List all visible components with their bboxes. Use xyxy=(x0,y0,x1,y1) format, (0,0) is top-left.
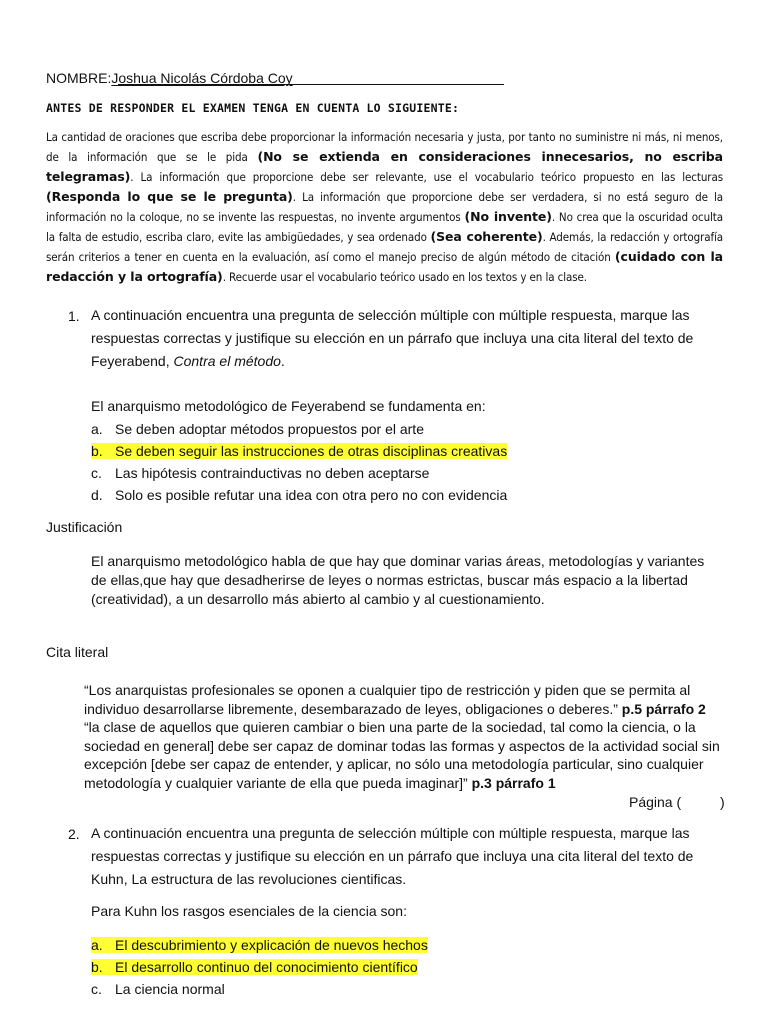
option-letter: a. xyxy=(91,937,103,953)
option-content xyxy=(91,421,424,437)
instruction-emphasis: (Responda lo que se le pregunta) xyxy=(46,189,293,204)
option-content xyxy=(91,443,507,459)
question-2-number: 2. xyxy=(68,826,80,842)
q1-option-b xyxy=(91,440,507,462)
q1-option-a xyxy=(91,418,507,440)
instruction-emphasis: (cuidado con la redacción y la ortografía) xyxy=(46,249,724,284)
quote-2-text: “la clase de aquellos que quieren cambiar o bien una parte de la sociedad, tal como la ciencia, o la sociedad en general] debe ser capaz de dominar todas las formas y aspectos de la actividad social sin excepción [debe ser capaz de entender, y aplicar, no sólo una metodología particular, sino cualquier metodología y cualquier variante de ella que pueda imaginar]” xyxy=(84,719,720,791)
instruction-emphasis: (No invente) xyxy=(464,209,552,224)
quote-2-reference: p.3 párrafo 1 xyxy=(471,774,556,791)
option-letter: b. xyxy=(91,443,103,459)
student-name: Joshua Nicolás Córdoba Coy xyxy=(111,70,293,86)
citation-quote-2 xyxy=(84,718,724,792)
question-1-book-title: Contra el método xyxy=(173,353,281,369)
question-2-options xyxy=(91,934,428,1000)
option-text: Se deben seguir las instrucciones de otras disciplinas creativas xyxy=(115,443,508,459)
option-letter: c. xyxy=(91,465,102,481)
question-1-number: 1. xyxy=(68,308,80,324)
option-letter: b. xyxy=(91,959,103,975)
option-text: El descubrimiento y explicación de nuevos hechos xyxy=(115,937,428,953)
quote-1-reference: p.5 párrafo 2 xyxy=(621,700,706,717)
name-underline xyxy=(118,84,504,85)
question-1-prompt: El anarquismo metodológico de Feyerabend se fundamenta en: xyxy=(91,398,486,414)
instruction-text: . Recuerde usar el vocabulario teórico usado en los textos y en la clase. xyxy=(222,270,587,284)
instruction-text: . Además, la redacción y ortografía serán criterios a tener en cuenta en la evaluación, así como el manejo preciso de algún método de citación xyxy=(46,230,723,264)
question-1-text-main: A continuación encuentra una pregunta de selección múltiple con múltiple respuesta, marque las respuestas correctas y justifique su elección en un párrafo que incluya una cita literal del texto de Feyerabend, xyxy=(91,307,694,369)
instruction-text: . La información que proporcione debe ser verdadera, si no está seguro de la información no la coloque, no se invente las respuestas, no invente argumentos xyxy=(46,190,724,224)
citation-label: Cita literal xyxy=(46,644,109,660)
question-1-text xyxy=(91,304,731,373)
q2-option-b xyxy=(91,956,428,978)
question-1-text-end: . xyxy=(280,353,285,369)
q2-option-a xyxy=(91,934,428,956)
q1-option-c xyxy=(91,462,507,484)
option-content xyxy=(91,959,418,975)
option-letter: c. xyxy=(91,981,102,997)
question-1-options xyxy=(91,418,507,506)
instructions-paragraph xyxy=(46,128,723,287)
instruction-emphasis: (No se extienda en consideraciones innecesarios, no escriba telegramas) xyxy=(46,149,723,184)
instruction-text: La cantidad de oraciones que escriba debe proporcionar la información necesaria y justa, por tanto no suministre ni más, ni menos, de la información que se le pida xyxy=(46,130,723,164)
option-text: Las hipótesis contrainductivas no deben aceptarse xyxy=(115,465,430,481)
option-text: El desarrollo continuo del conocimiento científico xyxy=(115,959,418,975)
justification-label: Justificación xyxy=(46,519,123,535)
page-number-label: Página ( ) xyxy=(629,794,725,810)
option-text: Se deben adoptar métodos propuestos por el arte xyxy=(115,421,424,437)
q1-option-d xyxy=(91,484,507,506)
option-content xyxy=(91,981,225,997)
quote-1-text: “Los anarquistas profesionales se oponen a cualquier tipo de restricción y piden que se permita al individuo desarrollarse libremente, desembarazado de leyes, obligaciones o deberes.” xyxy=(84,682,691,717)
instructions-heading: ANTES DE RESPONDER EL EXAMEN TENGA EN CUENTA LO SIGUIENTE: xyxy=(46,101,460,115)
option-text: La ciencia normal xyxy=(115,981,225,997)
option-content xyxy=(91,937,428,953)
q2-option-c xyxy=(91,978,428,1000)
instruction-text: . No crea que la oscuridad oculta la falta de estudio, escriba claro, evite las ambigüedades, y sea ordenado xyxy=(46,210,724,244)
option-content xyxy=(91,487,507,503)
option-letter: d. xyxy=(91,487,103,503)
instruction-emphasis: (Sea coherente) xyxy=(430,229,543,244)
option-content xyxy=(91,465,429,481)
option-text: Solo es posible refutar una idea con otra pero no con evidencia xyxy=(115,487,508,503)
question-2-text: A continuación encuentra una pregunta de selección múltiple con múltiple respuesta, marque las respuestas correctas y justifique su elección en un párrafo que incluya una cita literal del texto de Kuhn, La estructura de las revoluciones cientificas. xyxy=(91,825,694,887)
name-label: NOMBRE: xyxy=(46,70,112,86)
citation-quote-1 xyxy=(84,681,724,718)
instruction-text: . La información que proporcione debe ser relevante, use el vocabulario teórico propuesto en las lecturas xyxy=(130,170,723,184)
justification-text: El anarquismo metodológico habla de que hay que dominar varias áreas, metodologías y variantes de ellas,que hay que desadherirse de leyes o normas estrictas, buscar más espacio a la libertad (creatividad), a un desarrollo más abierto al cambio y al cuestionamiento. xyxy=(91,553,705,607)
question-2-prompt: Para Kuhn los rasgos esenciales de la ciencia son: xyxy=(91,903,407,919)
option-letter: a. xyxy=(91,421,103,437)
